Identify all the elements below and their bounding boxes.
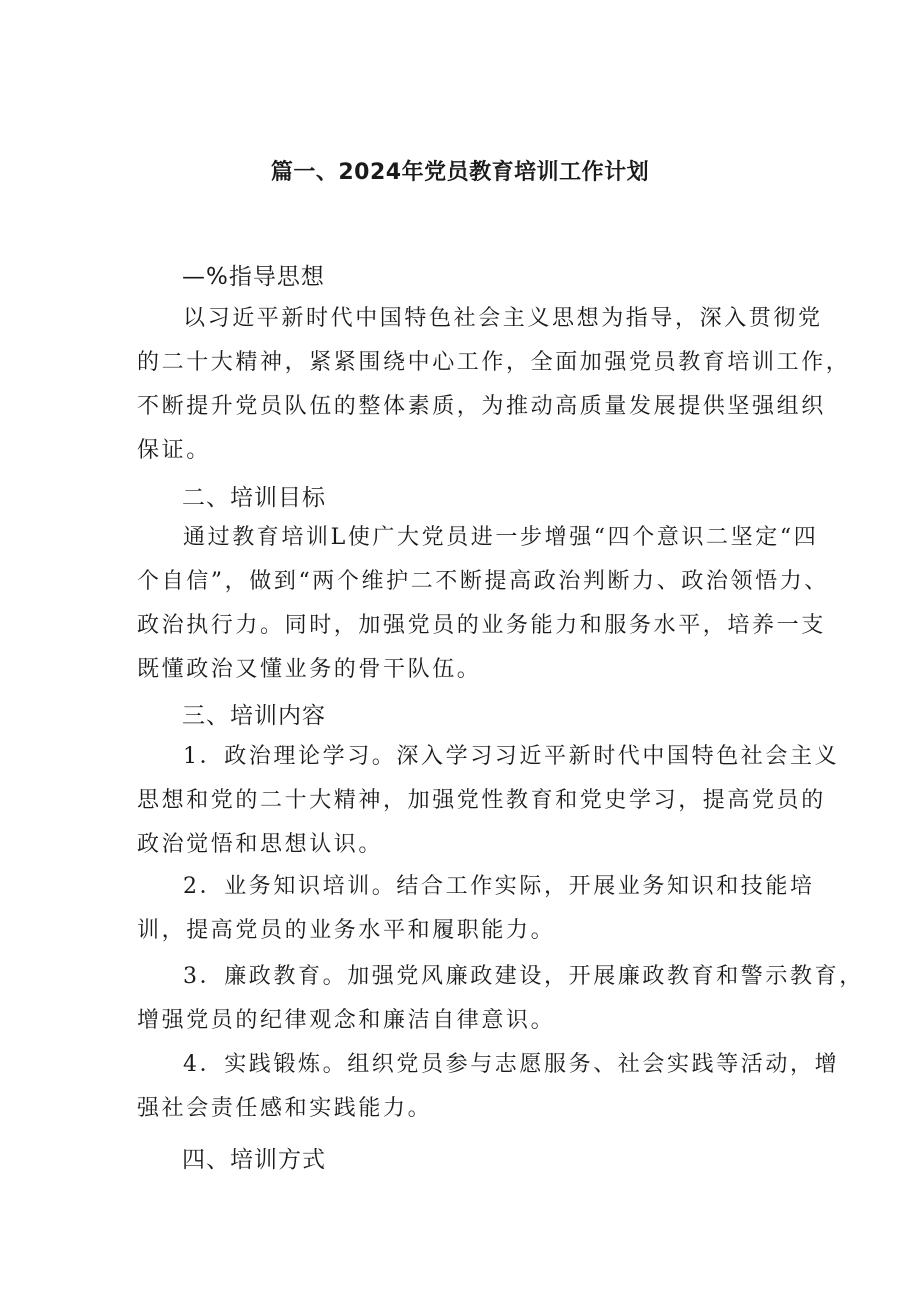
text-line: 增强党员的纪律观念和廉洁自律意识。 bbox=[137, 1008, 556, 1033]
paragraph-item-3 bbox=[137, 955, 864, 1043]
paragraph-item-4 bbox=[137, 1043, 840, 1131]
section-heading-training-methods: 四、培训方式 bbox=[182, 1147, 326, 1173]
section-heading-training-goals: 二、培训目标 bbox=[182, 485, 326, 511]
text-line: 不断提升党员队伍的整体素质，为推动高质量发展提供坚强组织 bbox=[137, 394, 826, 419]
text-line: 既懂政治又懂业务的骨干队伍。 bbox=[137, 657, 482, 682]
text-line: 通过教育培训L使广大党员进一步增强“四个意识二坚定“四 bbox=[183, 525, 819, 550]
text-line: 保证。 bbox=[137, 438, 211, 463]
text-line: 1．政治理论学习。深入学习习近平新时代中国特色社会主义 bbox=[183, 744, 840, 769]
text-line: 个自信”，做到“两个维护二不断提高政治判断力、政治领悟力、 bbox=[137, 569, 829, 594]
paragraph-guiding-ideology bbox=[137, 297, 851, 473]
paragraph-training-goals bbox=[137, 516, 829, 692]
text-line: 3．廉政教育。加强党风廉政建设，开展廉政教育和警示教育， bbox=[183, 964, 864, 989]
text-line: 2．业务知识培训。结合工作实际，开展业务知识和技能培 bbox=[183, 874, 815, 899]
text-line: 强社会责任感和实践能力。 bbox=[137, 1096, 433, 1121]
text-line: 的二十大精神，紧紧围绕中心工作，全面加强党员教育培训工作， bbox=[137, 350, 851, 375]
text-line: 思想和党的二十大精神，加强党性教育和党史学习，提高党员的 bbox=[137, 788, 826, 813]
paragraph-item-1 bbox=[137, 735, 840, 867]
text-line: 以习近平新时代中国特色社会主义思想为指导，深入贯彻党 bbox=[183, 306, 823, 331]
document-title: 篇一、2024年党员教育培训工作计划 bbox=[270, 160, 650, 185]
text-line: 4．实践锻炼。组织党员参与志愿服务、社会实践等活动，增 bbox=[183, 1052, 840, 1077]
text-line: 政治觉悟和思想认识。 bbox=[137, 832, 384, 857]
section-heading-guiding-ideology: —%指导思想 bbox=[182, 264, 325, 290]
section-heading-training-content: 三、培训内容 bbox=[182, 703, 326, 729]
text-line: 政治执行力。同时，加强党员的业务能力和服务水平，培养一支 bbox=[137, 613, 826, 638]
text-line: 训，提高党员的业务水平和履职能力。 bbox=[137, 918, 556, 943]
paragraph-item-2 bbox=[137, 865, 815, 953]
